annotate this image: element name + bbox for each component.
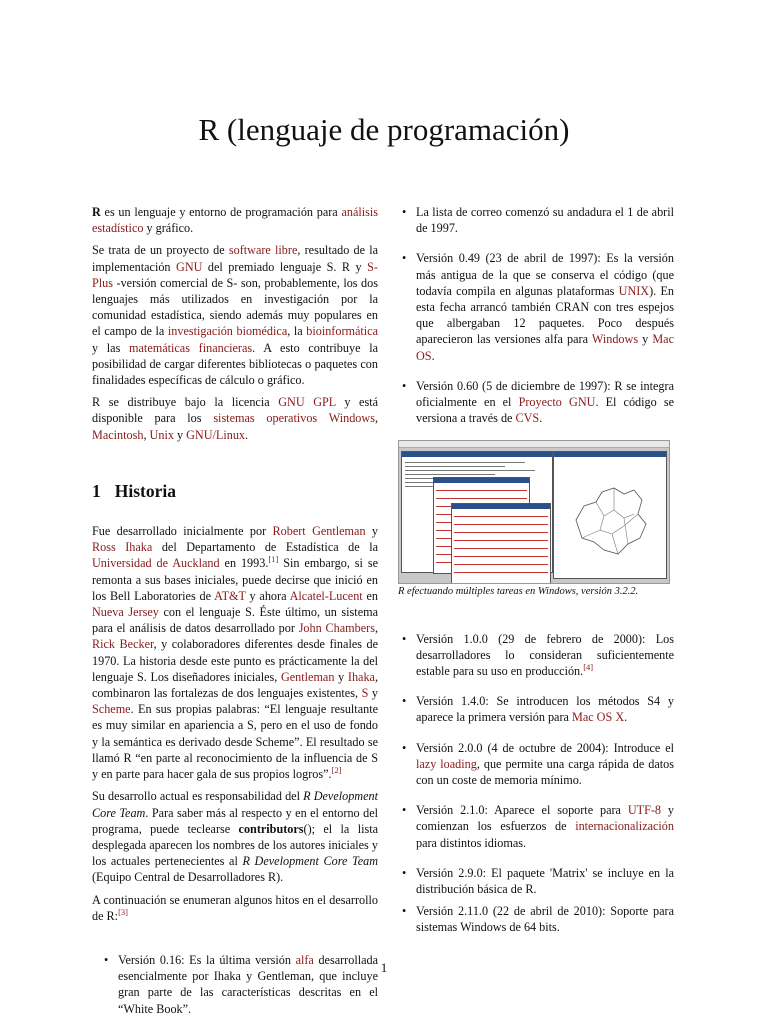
- link-windows-version[interactable]: Windows: [591, 332, 639, 347]
- link-nueva-jersey[interactable]: Nueva Jersey: [92, 605, 159, 620]
- data-table-window: [451, 503, 551, 584]
- link-john-chambers[interactable]: John Chambers: [298, 621, 375, 636]
- list-item: • Versión 0.16: Es la última versión alfa desarrollada esencialmente por Ihaka y Gentleman, que incluye gran parte de las características descritas en el “White Book”.: [100, 952, 378, 1017]
- link-lazy-loading[interactable]: lazy loading: [416, 756, 477, 771]
- link-robert-gentleman[interactable]: Robert Gentleman: [272, 524, 366, 539]
- link-unix-platforms[interactable]: UNIX: [618, 283, 650, 298]
- section-heading-historia: 1 Historia: [92, 480, 176, 501]
- link-matematicas-financieras[interactable]: matemáticas financieras: [129, 340, 253, 355]
- link-analisis-estadistico[interactable]: análisis estadístico: [92, 205, 378, 236]
- link-mac-os-x[interactable]: Mac OS X: [571, 710, 625, 725]
- link-mac-os[interactable]: Mac OS: [416, 332, 674, 363]
- link-investigacion-biomedica[interactable]: investigación biomédica: [167, 324, 288, 339]
- list-item: • Versión 2.0.0 (4 de octubre de 2004): Introduce el lazy loading, que permite una carga rápida de datos con un coste de memoria mínimo.: [398, 740, 674, 789]
- list-item: • Versión 2.1.0: Aparece el soporte para UTF-8 y comienzan los esfuerzos de internacionalización para distintos idiomas.: [398, 802, 674, 851]
- link-proyecto-gnu[interactable]: Proyecto GNU: [518, 395, 596, 410]
- link-sistemas-operativos[interactable]: sistemas operativos: [213, 411, 318, 426]
- list-item: • Versión 1.0.0 (29 de febrero de 2000): Los desarrolladores lo consideran suficientemente estable para su uso en producción.[4]: [398, 631, 674, 680]
- link-s[interactable]: S: [361, 686, 369, 701]
- link-ross-ihaka[interactable]: Ross Ihaka: [92, 540, 153, 555]
- r-windows-screenshot: [398, 440, 670, 584]
- intro-paragraph-1: R es un lenguaje y entorno de programación para análisis estadístico y gráfico.: [92, 205, 378, 236]
- link-alcatel-lucent[interactable]: Alcatel-Lucent: [289, 588, 363, 603]
- list-item: • Versión 0.49 (23 de abril de 1997): Es la versión más antigua de la que se conserva el código (que todavía compila en algunas plataformas UNIX). En esta fecha arrancó también CRAN con tres espejos que albergaban 12 paquetes. Poco después aparecieron las versiones alfa para Windows y Mac OS.: [398, 250, 674, 363]
- link-gentleman[interactable]: Gentleman: [280, 669, 335, 684]
- page-title: R (lenguaje de programación): [198, 112, 570, 147]
- citation-4[interactable]: [4]: [583, 661, 594, 672]
- citation-1[interactable]: [1]: [268, 554, 279, 565]
- list-item: • Versión 1.4.0: Se introducen los métodos S4 y aparece la primera versión para Mac OS X.: [398, 693, 674, 725]
- link-windows[interactable]: Windows: [328, 411, 375, 426]
- graphics-window: [553, 451, 667, 579]
- historia-paragraph-1: Fue desarrollado inicialmente por Robert Gentleman y Ross Ihaka del Departamento de Estadística de la Universidad de Auckland en 1993.[1] Sin embargo, si se remonta a sus bases iniciales, puede decirse que inició en los Bell Laboratories de AT&T y ahora Alcatel-Lucent en Nueva Jersey con el lenguaje S. Éste último, un sistema para el análisis de datos desarrollado por John Chambers, Rick Becker, y colaboradores diferentes desde finales de 1970. La historia desde este punto es prácticamente la del lenguaje S. Los diseñadores iniciales, Gentleman y Ihaka, combinaron las fortalezas de dos lenguajes existentes, S y Scheme. En sus propias palabras: “El lenguaje resultante es muy similar en apariencia a S, pero en el uso de fondo y la semántica es derivado desde Scheme”. El resultado se llamó R “en parte al reconocimiento de la influencia de S y en parte para hacer gala de sus propios logros”.[2]: [92, 524, 379, 782]
- link-rick-becker[interactable]: Rick Becker: [92, 637, 154, 652]
- link-scheme[interactable]: Scheme: [92, 702, 131, 717]
- link-utf-8[interactable]: UTF-8: [627, 803, 662, 818]
- link-universidad-auckland[interactable]: Universidad de Auckland: [92, 556, 220, 571]
- citation-2[interactable]: [2]: [331, 765, 342, 776]
- link-gnu-linux[interactable]: GNU/Linux: [186, 427, 246, 442]
- link-gnu[interactable]: GNU: [176, 259, 203, 274]
- link-unix[interactable]: Unix: [149, 427, 174, 442]
- link-internacionalizacion[interactable]: internacionalización: [575, 819, 674, 834]
- link-macintosh[interactable]: Macintosh: [92, 427, 144, 442]
- list-item: • La lista de correo comenzó su andadura el 1 de abril de 1997.: [398, 204, 674, 236]
- link-gnu-gpl[interactable]: GNU GPL: [278, 395, 336, 410]
- list-item: • Versión 0.60 (5 de diciembre de 1997): R se integra oficialmente en el Proyecto GNU. El código se versiona a través de CVS.: [398, 378, 674, 427]
- list-item: • Versión 2.9.0: El paquete 'Matrix' se incluye en la distribución básica de R.: [398, 865, 674, 897]
- historia-paragraph-2: Su desarrollo actual es responsabilidad del R Development Core Team. Para saber más al respecto y en el entorno del programa, puede teclearse contributors(); el la lista desplegada aparecen los nombres de los autores iniciales y los actuales pertenecientes al R Development Core Team (Equipo Central de Desarrolladores R).: [92, 789, 378, 885]
- link-bioinformatica[interactable]: bioinformática: [306, 324, 378, 339]
- intro-paragraph-3: R se distribuye bajo la licencia GNU GPL y está disponible para los sistemas operativos Windows, Macintosh, Unix y GNU/Linux.: [92, 395, 378, 442]
- figure-caption: R efectuando múltiples tareas en Windows, versión 3.2.2.: [398, 586, 639, 598]
- left-column: [92, 204, 378, 1017]
- historia-paragraph-3: A continuación se enumeran algunos hitos en el desarrollo de R:[3]: [92, 892, 378, 923]
- page-number: 1: [380, 960, 388, 975]
- milestone-list-right-top: [398, 204, 674, 426]
- citation-3[interactable]: [3]: [118, 906, 128, 917]
- link-software-libre[interactable]: software libre: [228, 243, 298, 258]
- right-column: [398, 204, 674, 936]
- link-ihaka[interactable]: Ihaka: [347, 669, 375, 684]
- intro-paragraph-2: Se trata de un proyecto de software libre, resultado de la implementación GNU del premiado lenguaje S. R y S-Plus -versión comercial de S- son, probablemente, los dos lenguajes más utilizados en investigación por la comunidad estadística, siendo además muy populares en el campo de la investigación biomédica, la bioinformática y las matemáticas financieras. A esto contribuye la posibilidad de cargar diferentes bibliotecas o paquetes con finalidades específicas de cálculo o gráfico.: [92, 243, 378, 388]
- link-cvs[interactable]: CVS: [515, 411, 540, 426]
- link-att[interactable]: AT&T: [214, 588, 246, 603]
- milestone-list-right-bottom: [398, 631, 674, 936]
- list-item: • Versión 2.11.0 (22 de abril de 2010): Soporte para sistemas Windows de 64 bits.: [398, 903, 674, 935]
- link-alfa[interactable]: alfa: [295, 952, 314, 967]
- map-plot: [554, 458, 664, 576]
- app-menubar: [399, 441, 669, 448]
- link-s-plus[interactable]: S-Plus: [92, 259, 378, 290]
